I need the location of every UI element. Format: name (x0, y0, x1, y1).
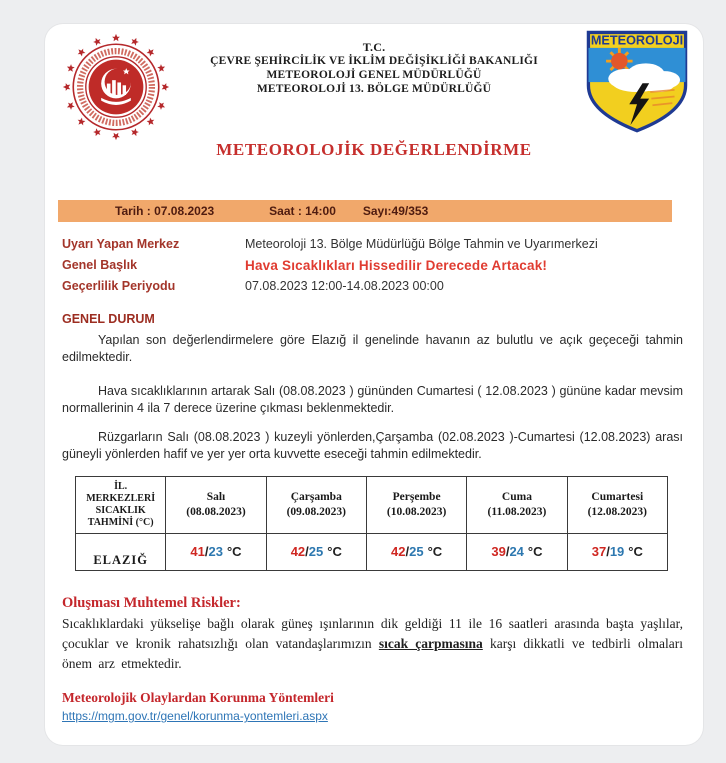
meta-bar (58, 200, 672, 222)
table-day-header (166, 476, 266, 533)
temp-cell (467, 533, 567, 570)
meta-time: Saat : 14:00 (269, 204, 336, 218)
temp-min: 25 (409, 544, 424, 559)
corner-line: TAHMİNİ (°C) (87, 516, 154, 528)
info-block (62, 234, 683, 297)
org-ministry: ÇEVRE ŞEHİRCİLİK VE İKLİM DEĞİŞİKLİĞİ BAKANLIĞI (210, 55, 538, 67)
day-name: Cuma (501, 490, 532, 503)
info-row-warning-center (62, 234, 683, 255)
temp-max: 42 (391, 544, 406, 559)
temp-unit: °C (527, 544, 543, 559)
corner-line: İL. (114, 480, 128, 492)
meteoroloji-shield-icon (579, 28, 695, 134)
meta-date: Tarih : 07.08.2023 (115, 204, 215, 218)
temp-unit: °C (427, 544, 443, 559)
temp-cell (567, 533, 667, 570)
table-header-row (76, 476, 668, 533)
alert-headline: Hava Sıcaklıkları Hissedilir Derecede Artacak! (245, 258, 548, 273)
page-title: METEOROLOJİK DEĞERLENDİRME (216, 140, 532, 159)
table-day-header (567, 476, 667, 533)
info-label: Geçerlilik Periyodu (62, 279, 176, 293)
day-date: (12.08.2023) (587, 505, 648, 518)
table-day-header (467, 476, 567, 533)
general-paragraph-2: Hava sıcaklıklarının artarak Salı (08.08.2023 ) gününden Cumartesi ( 12.08.2023 ) gününe kadar mevsim normallerinin 4 ila 7 derece üzerine çıkması beklenmektedir. (62, 383, 683, 415)
protection-methods-link[interactable]: https://mgm.gov.tr/genel/korunma-yontemleri.aspx (62, 709, 328, 724)
temp-min: 19 (609, 544, 625, 559)
temp-separator: / (305, 544, 309, 559)
temp-separator: / (505, 544, 510, 559)
ministry-seal-icon (59, 30, 173, 144)
org-country: T.C. (362, 40, 386, 54)
table-day-header (366, 476, 466, 533)
shield-label: METEOROLOJI (590, 33, 684, 48)
temp-separator: / (405, 544, 410, 559)
temp-max: 39 (491, 544, 506, 559)
risks-paragraph (62, 614, 683, 675)
day-name: Salı (206, 490, 226, 503)
day-date: (08.08.2023) (186, 505, 246, 518)
temp-unit: °C (327, 544, 342, 559)
temperature-forecast-table (75, 476, 668, 571)
general-paragraph-1: Yapılan son değerlendirmelere göre Elazığ il genelinde havanın az bulutlu ve açık geçeceği tahmin edilmektedir. (62, 333, 683, 365)
temp-cell (166, 533, 266, 570)
info-value: 07.08.2023 12:00-14.08.2023 00:00 (245, 279, 444, 293)
info-row-validity-period (62, 276, 683, 297)
org-title-block (173, 40, 575, 96)
city-name: ELAZIĞ (76, 533, 166, 570)
temp-unit: °C (628, 544, 643, 559)
info-row-general-headline (62, 255, 683, 276)
corner-line: SICAKLIK (95, 504, 146, 516)
org-regional-directorate: METEOROLOJİ 13. BÖLGE MÜDÜRLÜĞÜ (256, 83, 492, 95)
risks-text-emphasis: sıcak çarpmasına (378, 635, 483, 651)
temp-cell (366, 533, 466, 570)
org-general-directorate: METEOROLOJİ GENEL MÜDÜRLÜĞÜ (266, 69, 482, 81)
general-paragraph-3: Rüzgarların Salı (08.08.2023 ) kuzeyli yönlerden,Çarşamba (02.08.2023 )-Cumartesi (12.08.2023) arası güneyli yönlerden hafif ve yer yer orta kuvvette eseceği tahmin edilmektedir. (62, 430, 683, 462)
table-corner-header (76, 476, 166, 533)
document-body (62, 200, 683, 745)
temp-unit: °C (226, 544, 242, 559)
temp-min: 25 (308, 544, 324, 559)
risks-text-before: Sıcaklıklardaki yükselişe bağlı olarak güneş ışınlarının dik geldiği 11 ile 16 saatleri arasında başta yaşlılar, çocuklar ve kronik rahatsızlığı olan vatandaşlarımızın (62, 615, 683, 651)
temp-cell (266, 533, 366, 570)
temp-max: 41 (190, 544, 205, 559)
info-label: Uyarı Yapan Merkez (62, 237, 180, 251)
corner-line: MERKEZLERİ (86, 492, 156, 504)
temp-min: 23 (208, 544, 223, 559)
day-name: Çarşamba (290, 490, 342, 503)
document-page (45, 24, 703, 745)
temp-max: 42 (290, 544, 306, 559)
temp-separator: / (204, 544, 209, 559)
risks-text-after: karşı dikkatli ve tedbirli olmaları önem arz etmektedir. (62, 635, 683, 671)
risks-heading: Oluşması Muhtemel Riskler: (62, 594, 241, 611)
info-value: Meteoroloji 13. Bölge Müdürlüğü Bölge Tahmin ve Uyarımerkezi (245, 237, 598, 251)
day-name: Perşembe (392, 490, 441, 503)
temp-max: 37 (591, 544, 607, 559)
day-date: (09.08.2023) (286, 505, 346, 518)
protection-methods-heading: Meteorolojik Olaylardan Korunma Yöntemleri (62, 690, 334, 706)
temp-separator: / (606, 544, 610, 559)
info-label: Genel Başlık (62, 258, 138, 272)
day-name: Cumartesi (591, 490, 644, 503)
table-data-row (76, 533, 668, 570)
temp-min: 24 (509, 544, 524, 559)
day-date: (11.08.2023) (487, 505, 547, 518)
meta-number: Sayı:49/353 (362, 204, 429, 218)
general-situation-heading: GENEL DURUM (62, 312, 155, 326)
day-date: (10.08.2023) (386, 505, 447, 518)
table-day-header (266, 476, 366, 533)
